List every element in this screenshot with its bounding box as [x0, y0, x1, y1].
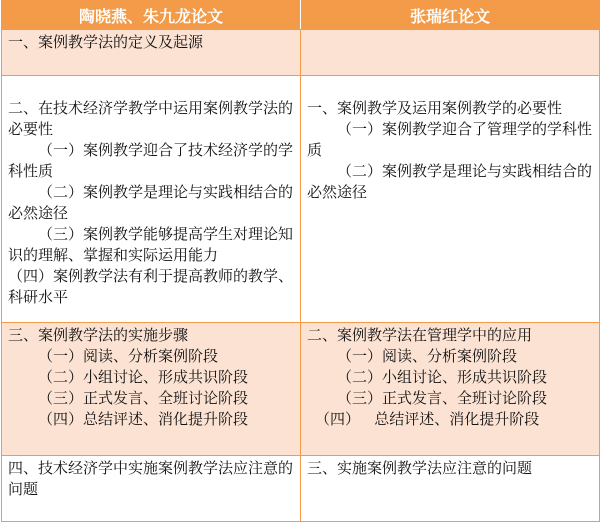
table-row-1: [2, 30, 600, 76]
header-row: [2, 1, 600, 30]
table-row-2: [2, 76, 600, 323]
row3-left-item-3: （三）正式发言、全班讨论阶段: [38, 389, 249, 407]
row4-right-heading: 三、实施案例教学法应注意的问题: [307, 459, 533, 477]
row4-left-cell: [2, 456, 301, 522]
row2-right-cell: [301, 76, 600, 323]
row4-left-heading: 四、技术经济学中实施案例教学法应注意的问题: [8, 459, 294, 498]
row2-left-item-2: （二）案例教学是理论与实践相结合的必然途径: [8, 183, 294, 222]
row2-right-item-1: （一）案例教学迎合了管理学的学科性质: [307, 120, 593, 159]
header-col1: 陶晓燕、朱九龙论文: [2, 1, 301, 30]
row3-right-heading: 二、案例教学法在管理学中的应用: [307, 326, 533, 344]
row1-right-cell: [301, 30, 600, 76]
row2-left-item-4: （四）案例教学法有利于提高教师的教学、科研水平: [8, 267, 294, 306]
row3-right-item-2: （二）小组讨论、形成共识阶段: [337, 368, 548, 386]
row3-left-item-1: （一）阅读、分析案例阶段: [38, 347, 219, 365]
row2-left-item-1: （一）案例教学迎合了技术经济学的学科性质: [8, 141, 294, 180]
row3-left-cell: [2, 323, 301, 456]
row3-right-item-4: （四） 总结评述、消化提升阶段: [315, 410, 540, 428]
header-col2: 张瑞红论文: [301, 1, 600, 30]
row2-left-item-3: （三）案例教学能够提高学生对理论知识的理解、掌握和实际运用能力: [8, 225, 294, 264]
comparison-table: [1, 0, 600, 522]
row4-right-cell: [301, 456, 600, 522]
row2-left-cell: [2, 76, 301, 323]
row1-left-heading: 一、案例教学法的定义及起源: [8, 33, 204, 51]
row2-right-heading: 一、案例教学及运用案例教学的必要性: [307, 99, 563, 117]
table-row-4: [2, 456, 600, 522]
row2-left-heading: 二、在技术经济学教学中运用案例教学法的必要性: [8, 99, 294, 138]
row3-left-heading: 三、案例教学法的实施步骤: [8, 326, 189, 344]
row1-left-cell: [2, 30, 301, 76]
row3-left-item-4: （四）总结评述、消化提升阶段: [38, 410, 249, 428]
row3-right-item-3: （三）正式发言、全班讨论阶段: [337, 389, 548, 407]
row3-left-item-2: （二）小组讨论、形成共识阶段: [38, 368, 249, 386]
row3-right-cell: [301, 323, 600, 456]
table-row-3: [2, 323, 600, 456]
row3-right-item-1: （一）阅读、分析案例阶段: [337, 347, 518, 365]
row2-right-item-2: （二）案例教学是理论与实践相结合的必然途径: [307, 162, 593, 201]
